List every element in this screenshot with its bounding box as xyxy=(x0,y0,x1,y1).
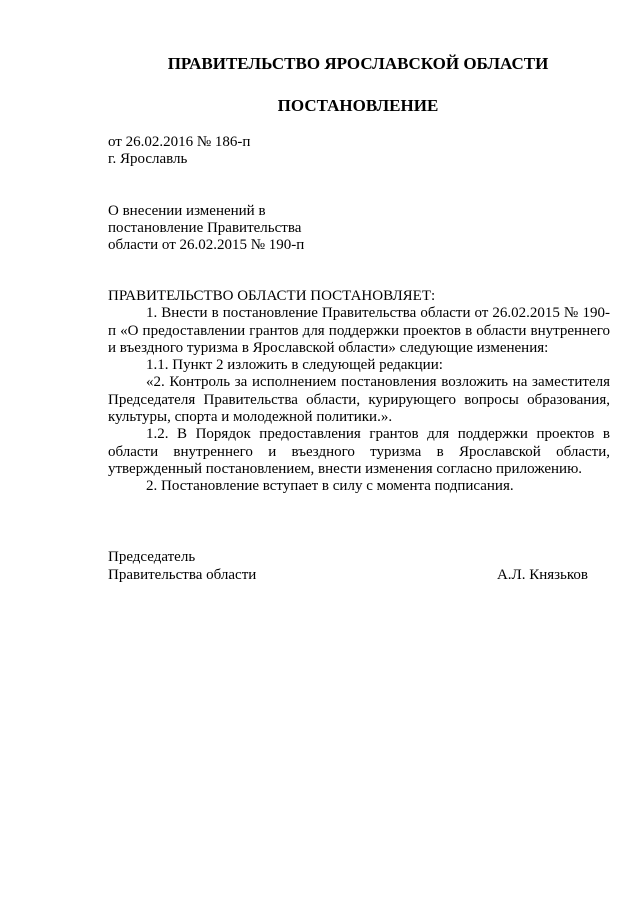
subject-line: области от 26.02.2015 № 190-п xyxy=(108,237,305,253)
paragraph-1-2: 1.2. В Порядок предоставления грантов для поддержки проектов в области внутреннего и въездного туризма в Ярославской области, утвержденный постановлением, внести изменения согласно приложению. xyxy=(108,426,610,477)
paragraph-1: 1. Внести в постановление Правительства области от 26.02.2015 № 190-п «О предоставлении грантов для поддержки проектов в области внутреннего и въездного туризма в Ярославской области» следующие изменения: xyxy=(108,305,610,356)
subject-line: О внесении изменений в xyxy=(108,203,266,219)
signature-block xyxy=(108,548,588,584)
date-number: от 26.02.2016 № 186-п xyxy=(108,134,251,150)
document-meta xyxy=(108,134,250,168)
subject-line: постановление Правительства xyxy=(108,220,302,236)
signer-position-line2: Правительства области xyxy=(108,567,257,583)
paragraph-1-1-quote: «2. Контроль за исполнением постановления возложить на заместителя Председателя Правительства области, курирующего вопросы образования, культуры, спорта и молодежной политики.». xyxy=(108,374,610,426)
signature-row xyxy=(108,566,588,584)
resolves-heading: ПРАВИТЕЛЬСТВО ОБЛАСТИ ПОСТАНОВЛЯЕТ: xyxy=(108,288,436,304)
document-type-title: ПОСТАНОВЛЕНИЕ xyxy=(277,96,439,115)
signer-name: А.Л. Князьков xyxy=(496,567,588,583)
city: г. Ярославль xyxy=(108,151,188,167)
document-body xyxy=(108,288,610,496)
government-title: ПРАВИТЕЛЬСТВО ЯРОСЛАВСКОЙ ОБЛАСТИ xyxy=(167,54,549,73)
document-subject xyxy=(108,203,304,254)
paragraph-1-1: 1.1. Пункт 2 изложить в следующей редакции: xyxy=(146,357,443,374)
paragraph-2: 2. Постановление вступает в силу с момента подписания. xyxy=(146,478,514,495)
signer-position-line1: Председатель xyxy=(108,549,196,565)
